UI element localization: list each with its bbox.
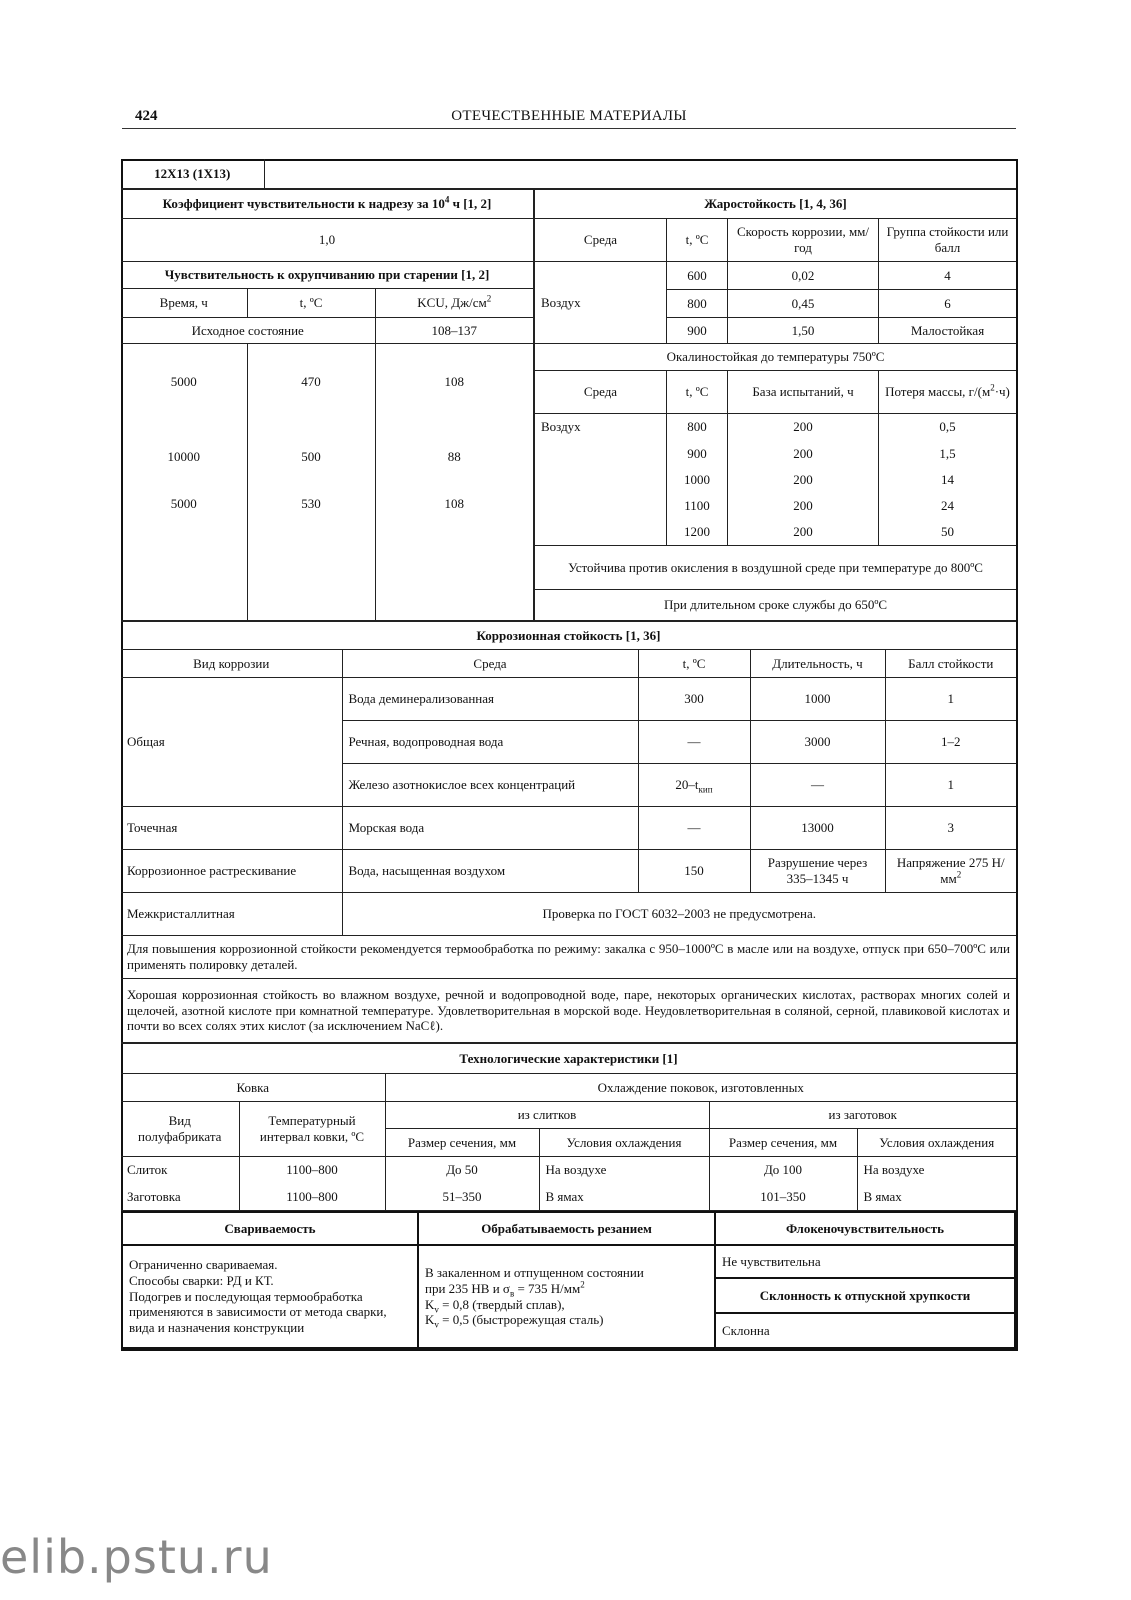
tech-row-range: 1100–800: [239, 1157, 385, 1184]
heat-row-group: 6: [879, 290, 1017, 318]
tech-col-size: Размер сечения, мм: [385, 1129, 539, 1157]
corr-pitting-score: 3: [885, 807, 1016, 850]
aging-col-t: t, ºС: [247, 289, 375, 318]
aging-initial-value: 108–137: [375, 318, 534, 344]
heat2-row-base: 200: [728, 493, 879, 519]
aging-title: Чувствительность к охрупчиванию при старении [1, 2]: [121, 262, 534, 289]
corr-intergranular-note: Проверка по ГОСТ 6032–2003 не предусмотрена.: [342, 893, 1016, 936]
heat2-row-t: 1000: [667, 467, 728, 493]
corr-cracking-dur: Разрушение через 335–1345 ч: [750, 850, 885, 893]
heat2-row-base: 200: [728, 441, 879, 467]
tech-row-cond2: В ямах: [857, 1184, 1016, 1211]
heat-row-t: 900: [667, 318, 728, 344]
heat-row-t: 800: [667, 290, 728, 318]
tech-title: Технологические характеристики [1]: [121, 1044, 1016, 1074]
heat2-col-t: t, ºС: [667, 371, 728, 414]
tech-row-size1: До 50: [385, 1157, 539, 1184]
corr-intergranular-type: Межкристаллитная: [121, 893, 342, 936]
flake-title: Флокеночувствительность: [715, 1212, 1015, 1245]
corr-general-type: Общая: [121, 678, 342, 807]
heat-row-rate: 0,02: [728, 262, 879, 290]
heat2-row-base: 200: [728, 414, 879, 441]
tech-row-kind: Заготовка: [121, 1184, 239, 1211]
heat-note-oxidation: Устойчива против окисления в воздушной среде при температуре до 800ºС: [535, 546, 1017, 590]
corr-pitting-dur: 13000: [750, 807, 885, 850]
tech-from-ingots: из слитков: [385, 1102, 709, 1129]
corrosion-title: Коррозионная стойкость [1, 36]: [121, 622, 1016, 650]
heat-col-rate: Скорость коррозии, мм/год: [728, 219, 879, 262]
tech-block: [121, 1043, 1016, 1211]
tech-col-size: Размер сечения, мм: [709, 1129, 857, 1157]
tech-row-cond2: На воздухе: [857, 1157, 1016, 1184]
corr-cracking-type: Коррозионное растрескивание: [121, 850, 342, 893]
heat-title: Жаростойкость [1, 4, 36]: [535, 190, 1017, 219]
tech-row-size2: 101–350: [709, 1184, 857, 1211]
aging-row-kcu: 108: [375, 496, 534, 621]
tech-col-cond: Условия охлаждения: [857, 1129, 1016, 1157]
corr-pitting-env: Морская вода: [342, 807, 638, 850]
corr-row-score: 1–2: [885, 721, 1016, 764]
aging-row-t: 500: [247, 419, 375, 496]
corr-pitting-t: —: [638, 807, 750, 850]
aging-row-t: 530: [247, 496, 375, 621]
grade-label: 12Х13 (1Х13): [121, 159, 264, 189]
heat2-row-base: 200: [728, 467, 879, 493]
tech-row-size1: 51–350: [385, 1184, 539, 1211]
heat2-row-loss: 24: [879, 493, 1017, 519]
heat-col-t: t, ºС: [667, 219, 728, 262]
heat2-row-t: 900: [667, 441, 728, 467]
machinability-title: Обрабатываемость резанием: [418, 1212, 715, 1245]
tech-row-size2: До 100: [709, 1157, 857, 1184]
heat-row-t: 600: [667, 262, 728, 290]
heat2-row-loss: 50: [879, 519, 1017, 546]
running-title: ОТЕЧЕСТВЕННЫЕ МАТЕРИАЛЫ: [451, 108, 687, 124]
heat2-col-env: Среда: [535, 371, 667, 414]
tech-row-range: 1100–800: [239, 1184, 385, 1211]
corrosion-block: [121, 621, 1016, 1043]
corr-row-env: Железо азотнокислое всех концентраций: [342, 764, 638, 807]
corr-col-dur: Длительность, ч: [750, 650, 885, 678]
corr-row-score: 1: [885, 678, 1016, 721]
tech-col-cond: Условия охлаждения: [539, 1129, 709, 1157]
heat2-row-t: 800: [667, 414, 728, 441]
properties-bottom-block: [121, 1211, 1016, 1349]
heat-scale-note: Окалиностойкая до температуры 750ºС: [535, 344, 1017, 371]
aging-row-time: 5000: [121, 344, 247, 419]
weldability-text: Ограниченно свариваемая. Способы сварки: РД и КТ. Подогрев и последующая термообработка применяются в зависимости от метода сварки, вида и назначения конструкции: [122, 1245, 418, 1348]
tech-forging-header: Ковка: [121, 1074, 385, 1102]
aging-col-time: Время, ч: [121, 289, 247, 318]
corr-resistance-summary: Хорошая коррозионная стойкость во влажном воздухе, речной и водопроводной воде, паре, некоторых органических кислотах, растворах многих солей и щелочей, азотной кислоте при комнатной температуре. Удовлетворительная в морской воде. Неудовлетворительная в соляной, серной, плавиковой кислотах и почти во всех солях этих кислот (за исключением NaCℓ).: [121, 979, 1016, 1043]
aging-col-kcu: KCU, $Дж/см^2$: [375, 289, 534, 318]
heat-row-group: Малостойкая: [879, 318, 1017, 344]
tech-col-range: Температурный интервал ковки, ºС: [239, 1102, 385, 1157]
weldability-title: Свариваемость: [122, 1212, 418, 1245]
heat-env: Воздух: [535, 262, 667, 344]
grade-spacer: [264, 159, 1016, 189]
heat2-col-base: База испытаний, ч: [728, 371, 879, 414]
heat-row-rate: 1,50: [728, 318, 879, 344]
heat-note-service: При длительном сроке службы до 650ºС: [535, 590, 1017, 621]
tech-from-billets: из заготовок: [709, 1102, 1016, 1129]
temper-brittleness-title: Склонность к отпускной хрупкости: [715, 1278, 1015, 1313]
corr-row-score: 1: [885, 764, 1016, 807]
flake-value: Не чувствительна: [715, 1245, 1015, 1278]
tech-cooling-header: Охлаждение поковок, изготовленных: [385, 1074, 1016, 1102]
corr-row-t: —: [638, 721, 750, 764]
corr-row-dur: 1000: [750, 678, 885, 721]
tech-col-kind: Вид полуфабриката: [121, 1102, 239, 1157]
heat2-col-loss: Потеря массы, $г/(м^2\cdot ч)$: [879, 371, 1017, 414]
aging-row-time: 5000: [121, 496, 247, 621]
heat2-row-loss: 0,5: [879, 414, 1017, 441]
corr-row-dur: 3000: [750, 721, 885, 764]
running-header: [122, 104, 1016, 129]
notch-value: 1,0: [121, 219, 534, 262]
corr-row-t: $20-t_{кип}$: [638, 764, 750, 807]
corr-col-env: Среда: [342, 650, 638, 678]
corr-cracking-score: Напряжение 275 $Н/мм^2$: [885, 850, 1016, 893]
corr-col-type: Вид коррозии: [121, 650, 342, 678]
corr-row-t: 300: [638, 678, 750, 721]
corr-col-score: Балл стойкости: [885, 650, 1016, 678]
corr-cracking-t: 150: [638, 850, 750, 893]
tech-row-cond1: В ямах: [539, 1184, 709, 1211]
grade-block: [121, 159, 1016, 189]
heat2-row-base: 200: [728, 519, 879, 546]
notch-title: Коэффициент чувствительности к надрезу за $10^4$ ч [1, 2]: [121, 190, 534, 219]
aging-row-kcu: 108: [375, 344, 534, 419]
heat2-row-t: 1200: [667, 519, 728, 546]
corr-pitting-type: Точечная: [121, 807, 342, 850]
temper-brittleness-value: Склонна: [715, 1313, 1015, 1348]
heat2-row-loss: 1,5: [879, 441, 1017, 467]
heat2-row-t: 1100: [667, 493, 728, 519]
heat2-row-loss: 14: [879, 467, 1017, 493]
aging-row-kcu: 88: [375, 419, 534, 496]
aging-initial-label: Исходное состояние: [121, 318, 375, 344]
corr-row-env: Вода деминерализованная: [342, 678, 638, 721]
watermark: elib.pstu.ru: [0, 1530, 273, 1584]
heat-resistance-block: [534, 189, 1016, 621]
heat-row-group: 4: [879, 262, 1017, 290]
corr-recommendation: Для повышения коррозионной стойкости рекомендуется термообработка по режиму: закалка с 950–1000ºС в масле или на воздухе, отпуск при 650–700ºС или применять полировку деталей.: [121, 936, 1016, 979]
corr-col-t: t, ºС: [638, 650, 750, 678]
tech-row-kind: Слиток: [121, 1157, 239, 1184]
notch-aging-block: [121, 189, 534, 621]
tech-row-cond1: На воздухе: [539, 1157, 709, 1184]
page-number: 424: [135, 108, 158, 124]
corr-cracking-env: Вода, насыщенная воздухом: [342, 850, 638, 893]
aging-row-t: 470: [247, 344, 375, 419]
heat-row-rate: 0,45: [728, 290, 879, 318]
heat2-env: Воздух: [535, 414, 667, 546]
corr-row-dur: —: [750, 764, 885, 807]
machinability-text: В закаленном и отпущенном состоянии при 235 НВ и $\sigma_в = 735$ $Н/мм^2$ $K_v = 0,8$ (твердый сплав), $K_v = 0,5$ (быстрорежущая сталь): [418, 1245, 715, 1348]
heat-col-env: Среда: [535, 219, 667, 262]
heat-col-group: Группа стойкости или балл: [879, 219, 1017, 262]
corr-row-env: Речная, водопроводная вода: [342, 721, 638, 764]
aging-row-time: 10000: [121, 419, 247, 496]
